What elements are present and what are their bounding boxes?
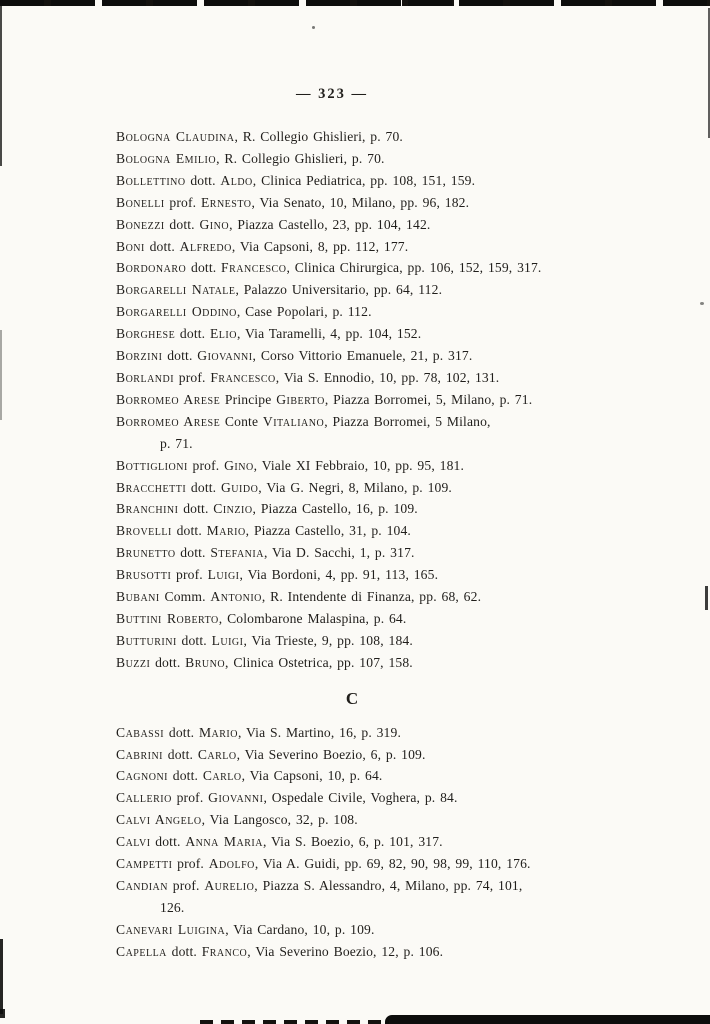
index-entry: [116, 765, 614, 787]
index-entry: [116, 652, 614, 674]
entry-name: Brunetto: [116, 545, 176, 561]
index-entry: [116, 279, 614, 301]
index-entry: [116, 170, 614, 192]
entry-name: Carlo: [202, 768, 242, 784]
entry-detail: , Via Capsoni, 8, pp. 112, 177.: [231, 238, 409, 254]
entry-detail: dott.: [175, 326, 210, 342]
entry-name: Branchini: [116, 501, 179, 517]
scan-edge-left-mid: [0, 330, 2, 420]
section-heading-c: C: [345, 688, 359, 708]
entry-name: Brusotti: [116, 567, 172, 583]
entry-detail: , Via Capsoni, 10, p. 64.: [241, 768, 383, 784]
entry-name: Mario: [198, 724, 238, 740]
entry-name: Butturini: [116, 632, 177, 648]
index-list-c: [116, 722, 614, 963]
entry-detail: , Case Popolari, p. 112.: [236, 304, 372, 320]
entry-detail: , Via S. Martino, 16, p. 319.: [237, 724, 402, 740]
entry-name: Bubani: [116, 589, 160, 605]
index-entry: [116, 126, 614, 148]
entry-name: Guido: [220, 479, 259, 495]
entry-detail: , Palazzo Universitario, pp. 64, 112.: [235, 282, 443, 298]
entry-detail: , Clinica Chirurgica, pp. 106, 152, 159, 317.: [286, 260, 542, 276]
scan-speck: [700, 302, 704, 305]
entry-name: Cabrini: [116, 746, 164, 762]
entry-detail: dott.: [176, 632, 212, 648]
index-list-b: [116, 126, 614, 674]
entry-detail: , Via Severino Boezio, 12, p. 106.: [247, 943, 444, 959]
entry-name: Bottiglioni: [116, 457, 188, 473]
entry-name: Cagnoni: [116, 768, 169, 784]
entry-detail: prof.: [172, 856, 209, 872]
entry-name: Giberto: [276, 391, 325, 407]
entry-detail: dott.: [162, 348, 198, 364]
entry-detail: prof.: [171, 790, 209, 806]
entry-detail: dott.: [178, 501, 214, 517]
entry-name: Borghese: [116, 326, 176, 342]
entry-detail: dott.: [164, 724, 199, 740]
index-entry: [116, 831, 614, 853]
entry-detail: dott.: [164, 216, 200, 232]
entry-name: Anna Maria: [185, 834, 263, 850]
entry-detail: , Piazza Borromei, 5 Milano,: [324, 413, 491, 429]
entry-name: Gino: [224, 457, 254, 473]
scan-edge-bottom-left: [0, 1009, 5, 1018]
entry-name: Aldo: [220, 172, 253, 188]
entry-detail: , Piazza Castello, 31, p. 104.: [245, 523, 411, 539]
entry-name: Alfredo: [179, 238, 232, 254]
entry-detail: , Clinica Ostetrica, pp. 107, 158.: [225, 654, 413, 670]
entry-detail: , Viale XI Febbraio, 10, pp. 95, 181.: [253, 457, 465, 473]
entry-name: Vitaliano: [262, 413, 325, 429]
entry-detail: Principe: [220, 391, 277, 407]
entry-name: Gino: [199, 216, 230, 232]
entry-name: Carlo: [197, 746, 237, 762]
entry-name: Aurelio: [204, 878, 255, 893]
scan-edge-right-mid: [705, 586, 708, 610]
entry-name: Candian: [116, 878, 169, 893]
entry-continuation: p. 71.: [160, 435, 193, 451]
scan-edge-bottom: [385, 1015, 710, 1024]
entry-name: Bollettino: [116, 172, 186, 188]
entry-detail: dott.: [171, 523, 207, 539]
index-entry: [116, 809, 614, 831]
entry-detail: dott.: [163, 746, 198, 762]
entry-name: Adolfo: [208, 856, 255, 872]
entry-detail: , R. Collegio Ghislieri, p. 70.: [216, 150, 385, 166]
index-entry: [116, 301, 614, 323]
index-entry: [116, 345, 614, 367]
entry-detail: , Via Severino Boezio, 6, p. 109.: [236, 746, 426, 762]
entry-name: Franco: [201, 943, 248, 959]
index-entry: [116, 389, 614, 411]
entry-detail: prof.: [168, 878, 205, 893]
entry-detail: dott.: [168, 768, 203, 784]
entry-name: Giovanni: [197, 348, 253, 364]
entry-detail: , Via D. Sacchi, 1, p. 317.: [263, 545, 415, 561]
entry-detail: , Via Senato, 10, Milano, pp. 96, 182.: [251, 194, 470, 210]
entry-detail: , Via Bordoni, 4, pp. 91, 113, 165.: [239, 567, 439, 583]
entry-name: Antonio: [210, 589, 262, 605]
index-entry: [116, 520, 614, 542]
entry-name: Borlandi: [116, 369, 175, 385]
entry-name: Bruno: [185, 654, 226, 670]
entry-name: Borgarelli Natale: [116, 282, 236, 298]
entry-detail: prof.: [171, 567, 208, 583]
index-entry: [116, 919, 614, 941]
entry-detail: , Piazza Castello, 16, p. 109.: [252, 501, 418, 517]
entry-name: Campetti: [116, 856, 173, 872]
entry-detail: prof.: [187, 457, 225, 473]
entry-name: Brovelli: [116, 523, 172, 539]
entry-detail: Conte: [220, 413, 263, 429]
entry-detail: , Via Trieste, 9, pp. 108, 184.: [243, 632, 413, 648]
entry-name: Stefania: [210, 545, 264, 561]
entry-name: Cinzio: [213, 501, 253, 517]
index-entry: [116, 586, 614, 608]
scan-speck: [312, 26, 315, 29]
index-entry: [116, 853, 614, 875]
entry-detail: , Piazza Borromei, 5, Milano, p. 71.: [324, 391, 533, 407]
entry-detail: dott.: [185, 172, 221, 188]
entry-detail: dott.: [186, 260, 222, 276]
index-entry: [116, 236, 614, 258]
entry-continuation: 126.: [160, 899, 185, 915]
entry-name: Mario: [206, 523, 246, 539]
entry-detail: , Corso Vittorio Emanuele, 21, p. 317.: [252, 348, 473, 364]
entry-name: Buttini Roberto: [116, 610, 219, 626]
index-entry: [116, 564, 614, 586]
entry-detail: prof.: [164, 194, 201, 210]
index-entry: [116, 455, 614, 477]
entry-name: Bonelli: [116, 194, 165, 210]
index-entry: [116, 192, 614, 214]
entry-detail: prof.: [174, 369, 211, 385]
entry-detail: , Piazza Castello, 23, pp. 104, 142.: [229, 216, 431, 232]
index-entry: [116, 214, 614, 236]
index-entry: [116, 477, 614, 499]
index-entry: [116, 498, 614, 520]
entry-name: Calvi Angelo: [116, 812, 202, 828]
entry-detail: dott.: [144, 238, 180, 254]
entry-name: Boni: [116, 238, 145, 254]
entry-name: Francesco: [210, 369, 276, 385]
entry-name: Bologna Emilio: [116, 150, 217, 166]
entry-name: Borromeo Arese: [116, 413, 221, 429]
entry-name: Calvi: [116, 834, 151, 850]
entry-detail: , Clinica Pediatrica, pp. 108, 151, 159.: [252, 172, 476, 188]
entry-detail: dott.: [150, 654, 186, 670]
index-entry: [116, 722, 614, 744]
entry-name: Luigi: [211, 632, 244, 648]
page-number: — 323 —: [296, 86, 368, 102]
entry-name: Ernesto: [200, 194, 252, 210]
page-content: [116, 86, 614, 963]
entry-name: Giovanni: [208, 790, 264, 806]
index-entry: [116, 542, 614, 564]
index-entry: [116, 367, 614, 389]
entry-detail: dott.: [166, 943, 202, 959]
index-entry: [116, 323, 614, 345]
entry-name: Callerio: [116, 790, 172, 806]
scan-edge-left-bottom: [0, 939, 3, 1014]
entry-name: Luigi: [207, 567, 240, 583]
entry-detail: , Via Langosco, 32, p. 108.: [201, 812, 358, 828]
entry-detail: , Via Taramelli, 4, pp. 104, 152.: [236, 326, 422, 342]
index-entry: [116, 630, 614, 652]
entry-name: Bracchetti: [116, 479, 187, 495]
index-entry: [116, 941, 614, 963]
entry-detail: , Via S. Ennodio, 10, pp. 78, 102, 131.: [275, 369, 500, 385]
index-entry: [116, 875, 614, 919]
entry-name: Borgarelli Oddino: [116, 304, 237, 320]
entry-detail: dott.: [186, 479, 221, 495]
entry-detail: , Colombarone Malaspina, p. 64.: [218, 610, 407, 626]
entry-detail: Comm.: [159, 589, 211, 605]
entry-detail: dott.: [175, 545, 211, 561]
entry-name: Francesco: [221, 260, 287, 276]
index-entry: [116, 608, 614, 630]
entry-detail: , R. Intendente di Finanza, pp. 68, 62.: [261, 589, 482, 605]
entry-name: Elio: [209, 326, 237, 342]
index-entry: [116, 411, 614, 455]
index-entry: [116, 148, 614, 170]
index-entry: [116, 787, 614, 809]
scan-edge-bottom-dashes: [200, 1020, 390, 1024]
entry-name: Bonezzi: [116, 216, 165, 232]
entry-detail: , Via G. Negri, 8, Milano, p. 109.: [258, 479, 452, 495]
index-entry: [116, 257, 614, 279]
scan-edge-top: [0, 0, 710, 6]
entry-detail: , R. Collegio Ghislieri, p. 70.: [234, 129, 403, 144]
entry-detail: , Via S. Boezio, 6, p. 101, 317.: [262, 834, 443, 850]
entry-name: Cabassi: [116, 724, 165, 740]
entry-name: Bologna Claudina: [116, 129, 235, 144]
entry-name: Canevari Luigina: [116, 921, 226, 937]
entry-detail: , Via A. Guidi, pp. 69, 82, 90, 98, 99, 110, 176.: [254, 856, 531, 872]
entry-detail: , Piazza S. Alessandro, 4, Milano, pp. 74, 101,: [254, 878, 523, 893]
entry-name: Capella: [116, 943, 167, 959]
scan-edge-left-top: [0, 6, 2, 166]
entry-name: Bordonaro: [116, 260, 187, 276]
index-entry: [116, 744, 614, 766]
entry-detail: dott.: [150, 834, 186, 850]
entry-detail: , Via Cardano, 10, p. 109.: [225, 921, 375, 937]
entry-name: Buzzi: [116, 654, 151, 670]
entry-detail: , Ospedale Civile, Voghera, p. 84.: [263, 790, 458, 806]
entry-name: Borzini: [116, 348, 163, 364]
entry-name: Borromeo Arese: [116, 391, 221, 407]
